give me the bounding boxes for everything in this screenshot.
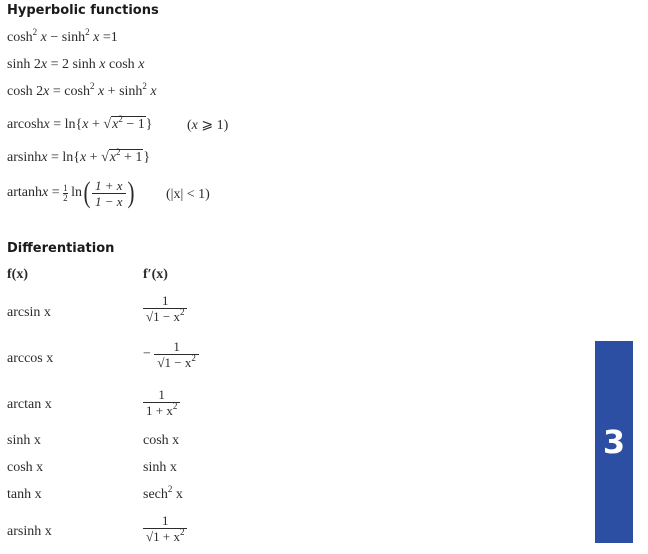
derivative-arsinh: $\frac{1}{√1 + x^2}$ <box>143 513 187 544</box>
formula-arsinh: $arsinhx = \ln\{x + √x^2 + 1\}$ <box>7 147 151 165</box>
artanh-fraction: $\frac{1 + x}{1 - x}$ <box>92 178 126 209</box>
chapter-tab <box>595 341 633 543</box>
section-title-hyperbolic: Hyperbolic functions <box>7 3 159 18</box>
function-cosh: cosh x <box>7 460 44 475</box>
sqrt-symbol: $√x^2 + 1$ <box>101 147 143 165</box>
function-arctan: arctan x <box>7 397 52 412</box>
sqrt-symbol: $√x^2 - 1$ <box>103 114 145 132</box>
derivative-arccos: − $\frac{1}{√1 - x^2}$ <box>143 339 199 370</box>
derivative-arcsin: $\frac{1}{√1 - x^2}$ <box>143 293 187 324</box>
column-header-fprime: f′(x) <box>143 267 168 282</box>
chapter-number: 3 <box>602 423 626 461</box>
arcosh-condition: (x ⩾ 1) <box>187 118 229 133</box>
identity-cosh-2x: $\cosh 2x = \cosh^2 x + \sinh^2 x$ <box>7 81 157 99</box>
function-arccos: arccos x <box>7 351 54 366</box>
derivative-cosh: sinh x <box>143 460 177 475</box>
formula-artanh: artanhx = $\frac{1}{2}$ ln( $\frac{1 + x}{1 - x}$ ) <box>7 176 135 209</box>
derivative-sinh: cosh x <box>143 433 180 448</box>
column-header-f: f(x) <box>7 267 28 282</box>
derivative-tanh: sech$^2$ x <box>143 484 183 502</box>
function-arcsin: arcsin x <box>7 305 51 320</box>
derivative-arctan: $\frac{1}{1 + x^2}$ <box>143 387 180 418</box>
function-arsinh: arsinh x <box>7 524 52 539</box>
formula-arcosh: $arcoshx = \ln\{x + √x^2 - 1\}$ <box>7 114 153 132</box>
half-fraction: $\frac{1}{2}$ <box>63 182 68 203</box>
section-title-differentiation: Differentiation <box>7 241 115 256</box>
function-sinh: sinh x <box>7 433 41 448</box>
identity-cosh-sinh: $\cosh^2 x - \sinh^2 x =1$ <box>7 27 118 45</box>
artanh-condition: (|x| < 1) <box>166 187 210 202</box>
function-tanh: tanh x <box>7 487 42 502</box>
identity-sinh-2x: sinh 2x = 2 sinh x cosh x <box>7 57 145 72</box>
